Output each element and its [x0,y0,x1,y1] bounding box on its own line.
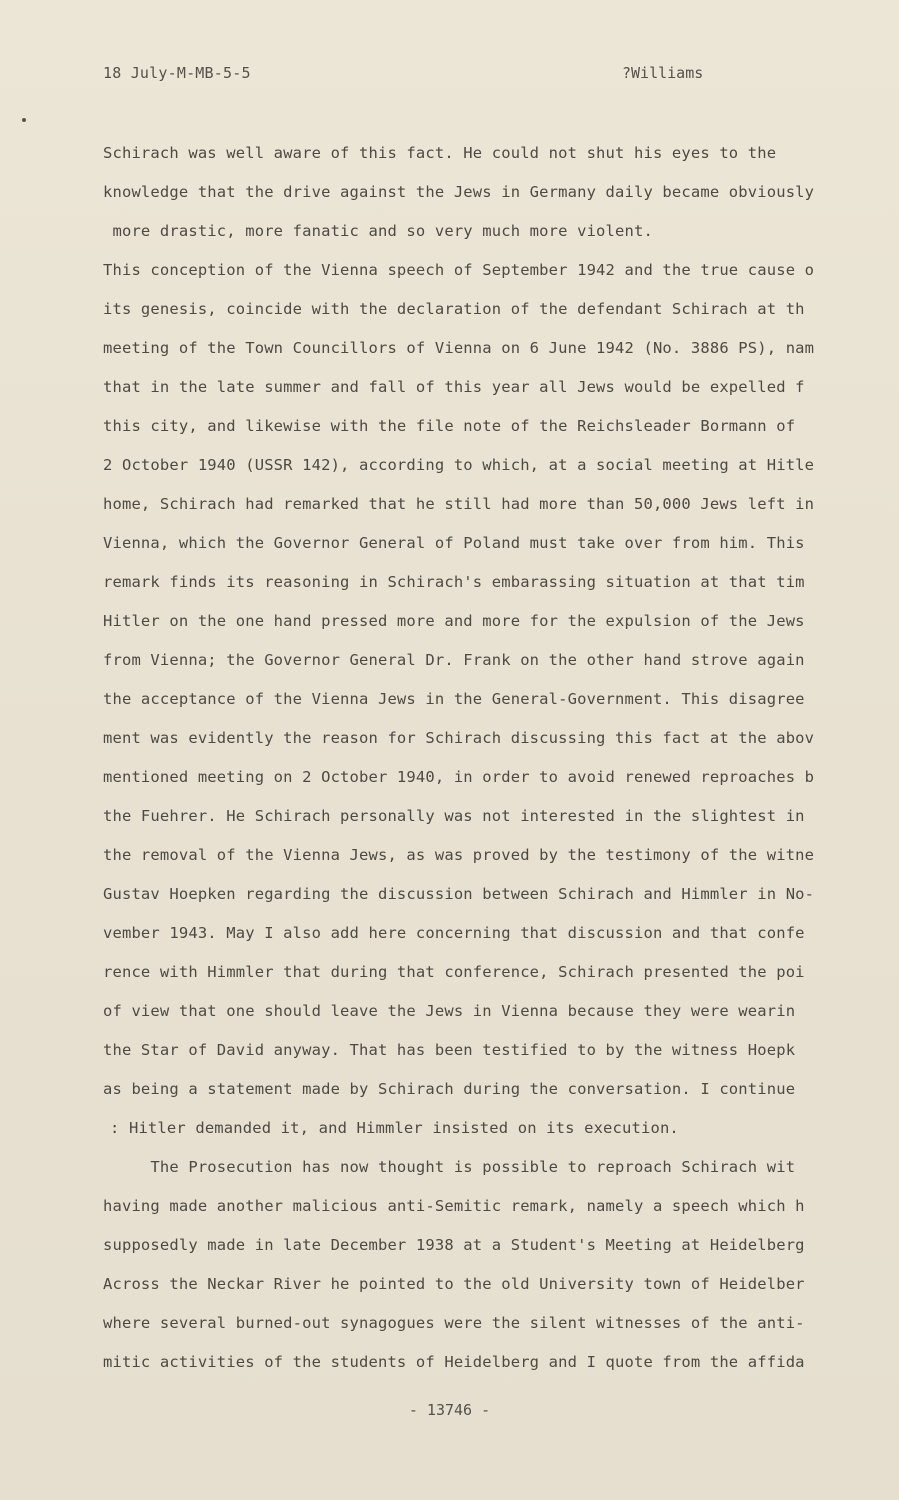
text-line: where several burned-out synagogues were the silent witnesses of the anti- [103,1314,805,1332]
text-line: remark finds its reasoning in Schirach's embarassing situation at that tim [103,573,805,591]
text-line: having made another malicious anti-Semitic remark, namely a speech which h [103,1197,805,1215]
text-line: Gustav Hoepken regarding the discussion between Schirach and Himmler in No- [103,885,815,903]
text-line: 2 October 1940 (USSR 142), according to which, at a social meeting at Hitle [103,456,815,474]
text-line: mitic activities of the students of Heidelberg and I quote from the affida [103,1353,805,1371]
text-line: : Hitler demanded it, and Himmler insisted on its execution. [110,1119,679,1137]
text-line: as being a statement made by Schirach during the conversation. I continue [103,1080,796,1098]
text-line: the Star of David anyway. That has been testified to by the witness Hoepk [103,1041,796,1059]
speaker-name: ?Williams [622,64,704,82]
text-line: knowledge that the drive against the Jews in Germany daily became obviously [103,183,815,201]
text-line: its genesis, coincide with the declaration of the defendant Schirach at th [103,300,805,318]
text-line: Vienna, which the Governor General of Poland must take over from him. This [103,534,805,552]
text-line: The Prosecution has now thought is possible to reproach Schirach wit [103,1158,796,1176]
text-line: the Fuehrer. He Schirach personally was not interested in the slightest in [103,807,805,825]
text-line: supposedly made in late December 1938 at a Student's Meeting at Heidelberg [103,1236,805,1254]
text-line: the acceptance of the Vienna Jews in the General-Government. This disagree [103,690,805,708]
text-line: rence with Himmler that during that conference, Schirach presented the poi [103,963,805,981]
text-line: home, Schirach had remarked that he still had more than 50,000 Jews left in [103,495,815,513]
text-line: Hitler on the one hand pressed more and more for the expulsion of the Jews [103,612,805,630]
text-line: from Vienna; the Governor General Dr. Frank on the other hand strove again [103,651,805,669]
text-line: of view that one should leave the Jews in Vienna because they were wearin [103,1002,796,1020]
document-reference: 18 July-M-MB-5-5 [103,64,251,82]
text-line: meeting of the Town Councillors of Vienna on 6 June 1942 (No. 3886 PS), nam [103,339,815,357]
text-line: Across the Neckar River he pointed to the old University town of Heidelber [103,1275,805,1293]
text-line: mentioned meeting on 2 October 1940, in order to avoid renewed reproaches b [103,768,815,786]
text-line: more drastic, more fanatic and so very much more violent. [103,222,653,240]
text-line: ment was evidently the reason for Schirach discussing this fact at the abov [103,729,815,747]
text-line: the removal of the Vienna Jews, as was proved by the testimony of the witne [103,846,815,864]
margin-dot-icon [22,118,26,122]
text-line: this city, and likewise with the file note of the Reichsleader Bormann of [103,417,796,435]
text-line: that in the late summer and fall of this year all Jews would be expelled f [103,378,805,396]
page-number: - 13746 - [408,1401,491,1419]
text-line: vember 1943. May I also add here concerning that discussion and that confe [103,924,805,942]
text-line: This conception of the Vienna speech of September 1942 and the true cause o [103,261,815,279]
text-line: Schirach was well aware of this fact. He could not shut his eyes to the [103,144,777,162]
